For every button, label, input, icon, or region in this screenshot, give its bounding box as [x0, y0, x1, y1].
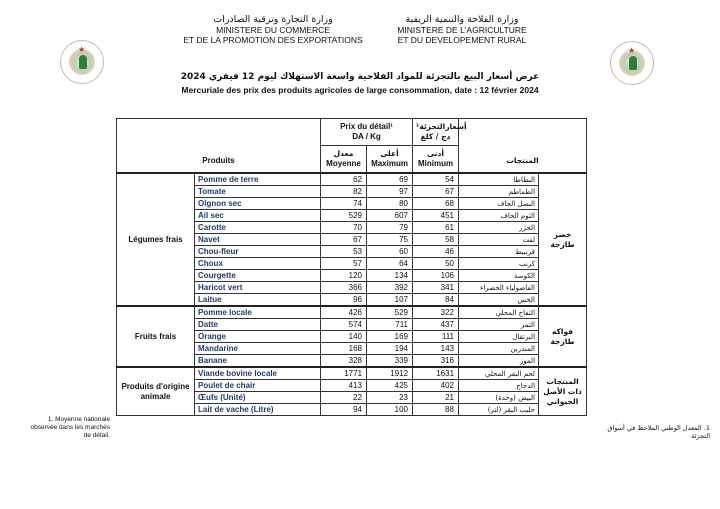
price-minimum: 84 [413, 294, 459, 307]
product-name-fr: Œufs (Unité) [195, 392, 321, 404]
product-name-fr: Orange [195, 331, 321, 343]
header-commerce [178, 15, 368, 45]
price-moyenne: 70 [321, 222, 367, 234]
product-name-ar: لحم البقر المحلي [459, 367, 539, 380]
price-minimum: 67 [413, 186, 459, 198]
product-name-ar: الثوم الجاف [459, 210, 539, 222]
page-title-fr: Mercuriale des prix des produits agricoles de large consommation, date : 12 février 2024 [181, 85, 539, 95]
price-maximum: 60 [367, 246, 413, 258]
product-name-ar: الفاصولياء الخضراء [459, 282, 539, 294]
price-maximum: 23 [367, 392, 413, 404]
product-name-ar: لفت [459, 234, 539, 246]
product-name-ar: الخس [459, 294, 539, 307]
price-moyenne: 57 [321, 258, 367, 270]
header-agriculture [372, 15, 552, 45]
product-name-fr: Choux [195, 258, 321, 270]
product-name-fr: Viande bovine locale [195, 367, 321, 380]
product-name-ar: الدجاج [459, 380, 539, 392]
price-minimum: 451 [413, 210, 459, 222]
price-moyenne: 328 [321, 355, 367, 368]
prix-detail-label: Prix du détail¹ [340, 122, 393, 131]
header-moyenne [321, 146, 367, 174]
agri-name-ar: وزارة الفلاحة والتنمية الريفية [405, 14, 519, 25]
header-minimum [413, 146, 459, 174]
header-produits-ar: المنتجات [459, 119, 587, 174]
price-minimum: 58 [413, 234, 459, 246]
price-moyenne: 426 [321, 306, 367, 319]
price-maximum: 1912 [367, 367, 413, 380]
price-moyenne: 22 [321, 392, 367, 404]
product-name-fr: Pomme locale [195, 306, 321, 319]
price-moyenne: 74 [321, 198, 367, 210]
maximum-label: Maximum [371, 159, 408, 168]
minimum-ar-label: أدنى [427, 149, 444, 158]
prix-ar-label: أسعارالتجزئة¹ [416, 122, 467, 131]
price-moyenne: 82 [321, 186, 367, 198]
price-minimum: 437 [413, 319, 459, 331]
agriculture-logo-icon: ★ [610, 41, 654, 85]
header-produits: Produits [117, 119, 321, 174]
price-maximum: 64 [367, 258, 413, 270]
maximum-ar-label: أعلى [380, 149, 399, 158]
product-name-fr: Navet [195, 234, 321, 246]
category-name-ar: المنتجات ذات الأصل الحيواني [539, 367, 587, 416]
product-name-ar: كرنب [459, 258, 539, 270]
product-name-ar: البرتقال [459, 331, 539, 343]
category-name-fr: Fruits frais [117, 306, 195, 367]
unit-ar-label: دج / كلغ [420, 132, 451, 141]
minimum-label: Minimum [417, 159, 454, 168]
product-name-fr: Courgette [195, 270, 321, 282]
price-maximum: 100 [367, 404, 413, 416]
price-minimum: 46 [413, 246, 459, 258]
product-name-fr: Laitue [195, 294, 321, 307]
product-name-ar: البصل الجاف [459, 198, 539, 210]
price-minimum: 61 [413, 222, 459, 234]
product-name-ar: البيض (وحدة) [459, 392, 539, 404]
product-name-ar: قرنبيط [459, 246, 539, 258]
price-minimum: 106 [413, 270, 459, 282]
product-name-fr: Datte [195, 319, 321, 331]
price-moyenne: 140 [321, 331, 367, 343]
category-name-ar: خضر طازجة [539, 173, 587, 306]
category-name-fr: Légumes frais [117, 173, 195, 306]
product-name-fr: Tomate [195, 186, 321, 198]
price-moyenne: 529 [321, 210, 367, 222]
price-moyenne: 120 [321, 270, 367, 282]
table-row [117, 367, 587, 380]
product-name-ar: التفاح المحلي [459, 306, 539, 319]
product-name-fr: Carotte [195, 222, 321, 234]
product-name-fr: Poulet de chair [195, 380, 321, 392]
price-maximum: 392 [367, 282, 413, 294]
price-maximum: 69 [367, 173, 413, 186]
price-minimum: 1631 [413, 367, 459, 380]
product-name-ar: الطماطم [459, 186, 539, 198]
price-table [116, 118, 587, 416]
product-name-fr: Pomme de terre [195, 173, 321, 186]
table-row [117, 173, 587, 186]
price-maximum: 711 [367, 319, 413, 331]
price-moyenne: 1771 [321, 367, 367, 380]
price-minimum: 143 [413, 343, 459, 355]
table-row [117, 306, 587, 319]
price-maximum: 80 [367, 198, 413, 210]
price-minimum: 50 [413, 258, 459, 270]
price-minimum: 322 [413, 306, 459, 319]
price-maximum: 425 [367, 380, 413, 392]
moyenne-ar-label: معدل [333, 149, 354, 158]
price-maximum: 97 [367, 186, 413, 198]
product-name-fr: Mandarine [195, 343, 321, 355]
price-moyenne: 67 [321, 234, 367, 246]
product-name-fr: Haricot vert [195, 282, 321, 294]
price-moyenne: 53 [321, 246, 367, 258]
price-maximum: 607 [367, 210, 413, 222]
commerce-name-fr-1: MINISTERE DU COMMERCE [216, 25, 330, 35]
commerce-logo-icon: ★ [60, 40, 104, 84]
price-moyenne: 62 [321, 173, 367, 186]
price-maximum: 529 [367, 306, 413, 319]
product-name-ar: الجزر [459, 222, 539, 234]
agri-name-fr-1: MINISTERE DE L'AGRICULTURE [397, 25, 527, 35]
page-title-ar: عرض أسعار البيع بالتجزئة للمواد الفلاحية واسعة الاستهلاك ليوم 12 فيفري 2024 [180, 72, 540, 82]
product-name-ar: البطاطا [459, 173, 539, 186]
price-maximum: 134 [367, 270, 413, 282]
category-name-ar: فواكه طازجة [539, 306, 587, 367]
price-minimum: 402 [413, 380, 459, 392]
price-maximum: 194 [367, 343, 413, 355]
product-name-fr: Banane [195, 355, 321, 368]
price-maximum: 107 [367, 294, 413, 307]
header-maximum [367, 146, 413, 174]
price-minimum: 316 [413, 355, 459, 368]
product-name-ar: حليب البقر (لتر) [459, 404, 539, 416]
price-moyenne: 574 [321, 319, 367, 331]
price-minimum: 111 [413, 331, 459, 343]
product-name-ar: الموز [459, 355, 539, 368]
price-minimum: 88 [413, 404, 459, 416]
product-name-fr: Chou-fleur [195, 246, 321, 258]
footnote-ar: 1. المعدل الوطني الملاحظ في أسواق التجزئة [607, 424, 710, 440]
price-moyenne: 413 [321, 380, 367, 392]
price-maximum: 339 [367, 355, 413, 368]
product-name-ar: المندرين [459, 343, 539, 355]
product-name-ar: الكوسة [459, 270, 539, 282]
price-moyenne: 168 [321, 343, 367, 355]
price-minimum: 341 [413, 282, 459, 294]
footnote-fr: 1. Moyenne nationale observée dans les marchés de détail. [30, 416, 110, 439]
header-prix-detail [321, 119, 413, 146]
product-name-ar: التمر [459, 319, 539, 331]
commerce-name-fr-2: ET DE LA PROMOTION DES EXPORTATIONS [183, 35, 363, 45]
price-minimum: 54 [413, 173, 459, 186]
price-minimum: 68 [413, 198, 459, 210]
header-prix-ar [413, 119, 467, 146]
product-name-fr: Oignon sec [195, 198, 321, 210]
product-name-fr: Ail sec [195, 210, 321, 222]
product-name-fr: Lait de vache (Litre) [195, 404, 321, 416]
moyenne-label: Moyenne [326, 159, 361, 168]
agri-name-fr-2: ET DU DEVELOPEMENT RURAL [397, 35, 527, 45]
price-maximum: 169 [367, 331, 413, 343]
unit-fr-label: DA / Kg [352, 132, 381, 141]
price-moyenne: 96 [321, 294, 367, 307]
price-moyenne: 366 [321, 282, 367, 294]
price-maximum: 75 [367, 234, 413, 246]
commerce-name-ar: وزارة التجارة وترقية الصادرات [213, 14, 333, 25]
price-minimum: 21 [413, 392, 459, 404]
category-name-fr: Produits d'origine animale [117, 367, 195, 416]
price-maximum: 79 [367, 222, 413, 234]
price-moyenne: 94 [321, 404, 367, 416]
